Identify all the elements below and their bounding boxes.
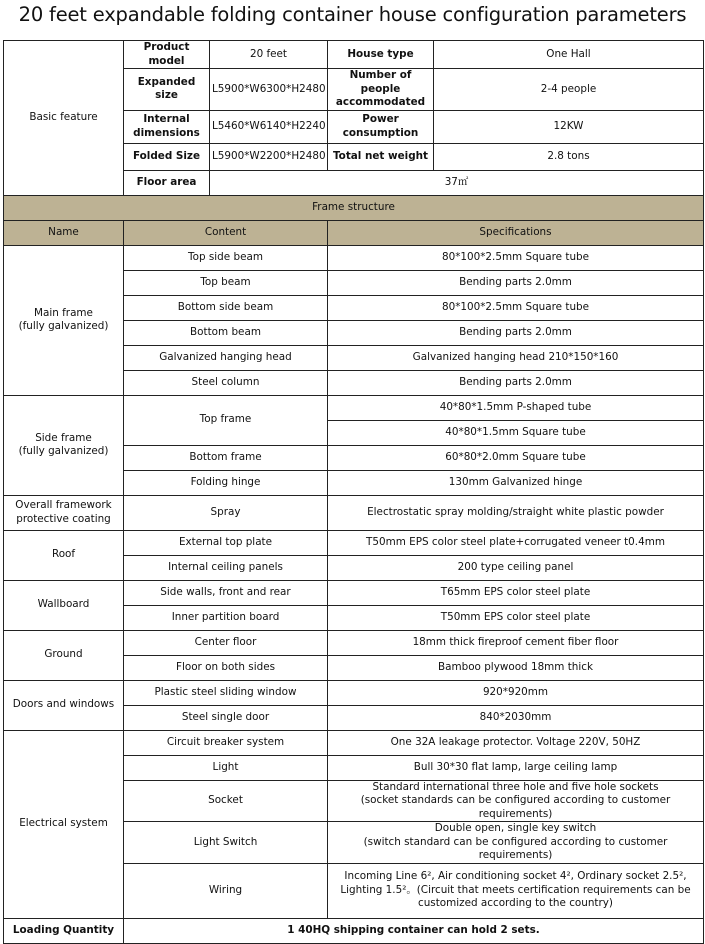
table-row-spec: 200 type ceiling panel	[328, 555, 704, 580]
ground-name: Ground	[4, 630, 124, 680]
roof-name: Roof	[4, 530, 124, 580]
table-row-spec: T50mm EPS color steel plate+corrugated veneer t0.4mm	[328, 530, 704, 555]
table-row-spec: T65mm EPS color steel plate	[328, 580, 704, 605]
floor-area-value: 37㎡	[210, 170, 704, 195]
main-frame-name: Main frame (fully galvanized)	[4, 245, 124, 395]
expanded-size-label: Expanded size	[124, 69, 210, 111]
table-row-spec: 80*100*2.5mm Square tube	[328, 295, 704, 320]
loading-quantity-value: 1 40HQ shipping container can hold 2 sets.	[124, 918, 704, 943]
table-row-spec: Standard international three hole and five hole sockets (socket standards can be configured according to customer requirements)	[328, 780, 704, 822]
table-row-content: Top frame	[124, 395, 328, 445]
table-row-content: External top plate	[124, 530, 328, 555]
table-row-content: Inner partition board	[124, 605, 328, 630]
house-type-label: House type	[328, 41, 434, 69]
internal-dimensions-label: Internal dimensions	[124, 110, 210, 143]
table-row-content: Galvanized hanging head	[124, 345, 328, 370]
table-row-content: Socket	[124, 780, 328, 822]
folded-size-label: Folded Size	[124, 143, 210, 170]
table-row-spec: Electrostatic spray molding/straight white plastic powder	[328, 495, 704, 530]
table-row-spec: 80*100*2.5mm Square tube	[328, 245, 704, 270]
table-row-content: Light	[124, 755, 328, 780]
column-header-name: Name	[4, 220, 124, 245]
table-row-spec: Incoming Line 6², Air conditioning socket 4², Ordinary socket 2.5², Lighting 1.5²。(Circuit that meets certification requirements can be customized according to the country)	[328, 863, 704, 918]
basic-feature-label: Basic feature	[4, 41, 124, 196]
table-row-content: Bottom beam	[124, 320, 328, 345]
table-row-spec: Galvanized hanging head 210*150*160	[328, 345, 704, 370]
coating-name: Overall framework protective coating	[4, 495, 124, 530]
folded-size-value: L5900*W2200*H2480	[210, 143, 328, 170]
net-weight-label: Total net weight	[328, 143, 434, 170]
table-row-spec: 40*80*1.5mm P-shaped tube	[328, 395, 704, 420]
net-weight-value: 2.8 tons	[434, 143, 704, 170]
power-consumption-label: Power consumption	[328, 110, 434, 143]
table-row-content: Internal ceiling panels	[124, 555, 328, 580]
doors-windows-name: Doors and windows	[4, 680, 124, 730]
table-row-content: Floor on both sides	[124, 655, 328, 680]
table-row-spec: One 32A leakage protector. Voltage 220V, 50HZ	[328, 730, 704, 755]
frame-structure-header: Frame structure	[4, 195, 704, 220]
table-row-spec: Bending parts 2.0mm	[328, 320, 704, 345]
floor-area-label: Floor area	[124, 170, 210, 195]
column-header-specifications: Specifications	[328, 220, 704, 245]
table-row-spec: 18mm thick fireproof cement fiber floor	[328, 630, 704, 655]
config-table	[3, 40, 704, 944]
table-row-content: Steel column	[124, 370, 328, 395]
column-header-content: Content	[124, 220, 328, 245]
internal-dimensions-value: L5460*W6140*H2240	[210, 110, 328, 143]
table-row-content: Bottom side beam	[124, 295, 328, 320]
house-type-value: One Hall	[434, 41, 704, 69]
people-accommodated-label: Number of people accommodated	[328, 69, 434, 111]
expanded-size-value: L5900*W6300*H2480	[210, 69, 328, 111]
table-row-content: Plastic steel sliding window	[124, 680, 328, 705]
power-consumption-value: 12KW	[434, 110, 704, 143]
table-row-content: Circuit breaker system	[124, 730, 328, 755]
table-row-content: Center floor	[124, 630, 328, 655]
product-model-label: Product model	[124, 41, 210, 69]
table-row-content: Folding hinge	[124, 470, 328, 495]
loading-quantity-label: Loading Quantity	[4, 918, 124, 943]
table-row-spec: 60*80*2.0mm Square tube	[328, 445, 704, 470]
table-row-content: Spray	[124, 495, 328, 530]
table-row-spec: 40*80*1.5mm Square tube	[328, 420, 704, 445]
table-row-spec: Bull 30*30 flat lamp, large ceiling lamp	[328, 755, 704, 780]
table-row-spec: 920*920mm	[328, 680, 704, 705]
table-row-content: Bottom frame	[124, 445, 328, 470]
table-row-spec: 840*2030mm	[328, 705, 704, 730]
table-row-spec: 130mm Galvanized hinge	[328, 470, 704, 495]
table-row-spec: Bending parts 2.0mm	[328, 370, 704, 395]
electrical-system-name: Electrical system	[4, 730, 124, 918]
table-row-content: Wiring	[124, 863, 328, 918]
table-row-spec: Double open, single key switch (switch standard can be configured according to customer requirements)	[328, 822, 704, 864]
page-title: 20 feet expandable folding container house configuration parameters	[18, 3, 687, 26]
table-row-content: Steel single door	[124, 705, 328, 730]
product-model-value: 20 feet	[210, 41, 328, 69]
table-row-spec: T50mm EPS color steel plate	[328, 605, 704, 630]
side-frame-name: Side frame (fully galvanized)	[4, 395, 124, 495]
wallboard-name: Wallboard	[4, 580, 124, 630]
table-row-content: Light Switch	[124, 822, 328, 864]
table-row-spec: Bamboo plywood 18mm thick	[328, 655, 704, 680]
table-row-spec: Bending parts 2.0mm	[328, 270, 704, 295]
table-row-content: Top beam	[124, 270, 328, 295]
table-row-content: Side walls, front and rear	[124, 580, 328, 605]
table-row-content: Top side beam	[124, 245, 328, 270]
people-accommodated-value: 2-4 people	[434, 69, 704, 111]
